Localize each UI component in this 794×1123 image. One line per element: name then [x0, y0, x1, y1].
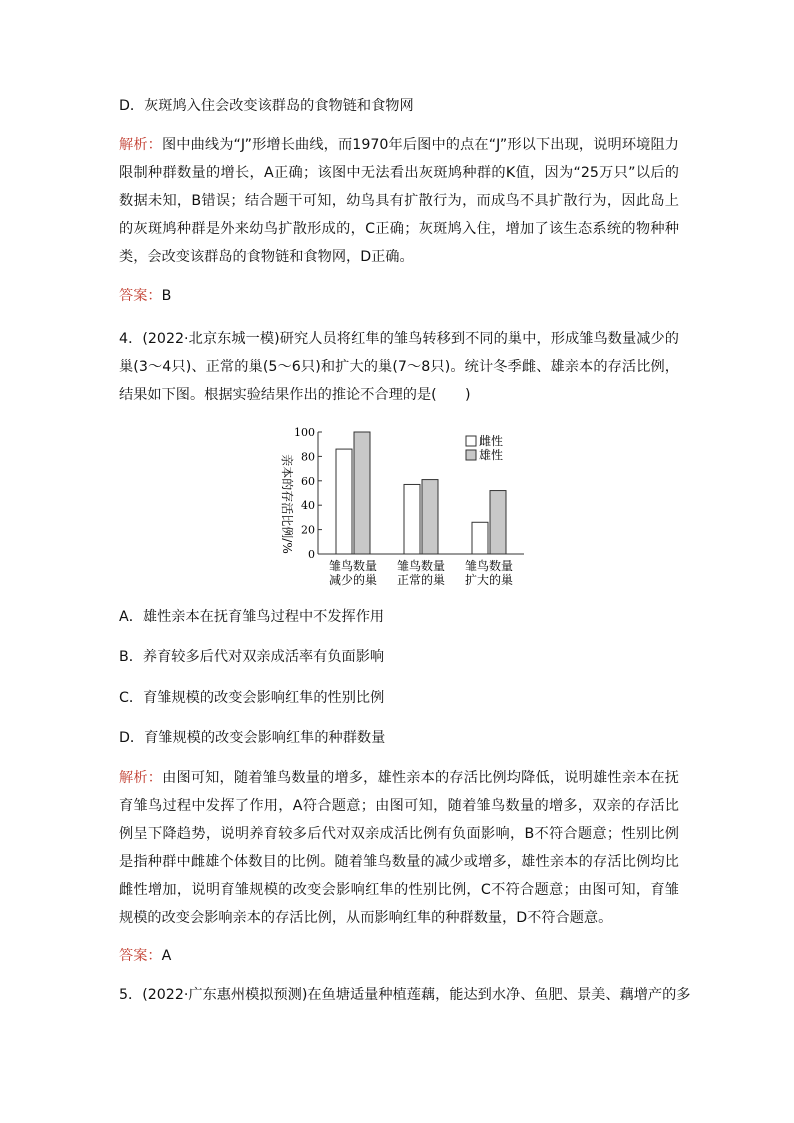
bar-chart [268, 418, 530, 590]
x-category-label: 扩大的巢 [464, 573, 514, 587]
bar-雌性-2 [472, 522, 488, 554]
q4-answer-label: 答案： [119, 948, 162, 964]
q3-analysis [119, 131, 679, 271]
legend-label-1: 雄性 [479, 448, 504, 462]
bar-雄性-0 [354, 432, 370, 554]
q3-analysis-label: 解析： [119, 137, 162, 153]
q3-answer-label: 答案： [119, 288, 162, 304]
q4-stem: 4．(2022·北京东城一模)研究人员将红隼的雏鸟转移到不同的巢中，形成雏鸟数量减少的巢(3～4只)、正常的巢(5～6只)和扩大的巢(7～8只)。统计冬季雌、雄亲本的存活比例，结果如下图。根据实验结果作出的推论不合理的是( ) [119, 331, 679, 403]
q4-analysis-label: 解析： [119, 770, 163, 786]
q4-analysis-text: 由图可知，随着雏鸟数量的增多，雄性亲本的存活比例均降低，说明雄性亲本在抚育雏鸟过程中发挥了作用，A符合题意；由图可知，随着雏鸟数量的增多，双亲的存活比例呈下降趋势，说明养育较多后代对双亲成活比例有负面影响，B不符合题意；性别比例是指种群中雌雄个体数目的比例。随着雏鸟数量的减少或增多，雄性亲本的存活比例均比雌性增加，说明育雏规模的改变会影响红隼的性别比例，C不符合题意；由图可知，育雏规模的改变会影响亲本的存活比例，从而影响红隼的种群数量，D不符合题意。 [119, 770, 679, 926]
q4-option-a: A．雄性亲本在抚育雏鸟过程中不发挥作用 [119, 609, 385, 625]
y-tick-label: 40 [301, 499, 315, 513]
q3-option-d: D．灰斑鸠入住会改变该群岛的食物链和食物网 [119, 98, 414, 114]
y-tick-label: 20 [301, 523, 315, 537]
bar-雌性-1 [404, 484, 420, 554]
bar-雄性-2 [490, 491, 506, 554]
q4-option-d: D．育雏规模的改变会影响红隼的种群数量 [119, 730, 386, 746]
q3-analysis-text: 图中曲线为“J”形增长曲线，而1970年后图中的点在“J”形以下出现，说明环境阻力限制种群数量的增长，A正确；该图中无法看出灰斑鸠种群的K值，因为“25万只”以后的数据未知，B错误；结合题干可知，幼鸟具有扩散行为，而成鸟不具扩散行为，因此岛上的灰斑鸠种群是外来幼鸟扩散形成的，C正确；灰斑鸠入住，增加了该生态系统的物种种类，会改变该群岛的食物链和食物网，D正确。 [119, 137, 679, 265]
x-category-label: 减少的巢 [328, 573, 378, 587]
q4-option-c: C．育雏规模的改变会影响红隼的性别比例 [119, 690, 385, 706]
bar-雄性-1 [422, 480, 438, 554]
legend-swatch-1 [466, 450, 476, 460]
legend-label-0: 雌性 [479, 434, 504, 448]
legend-swatch-0 [466, 436, 476, 446]
q4-analysis [119, 764, 679, 932]
y-tick-label: 0 [308, 548, 315, 561]
x-category-label: 正常的巢 [396, 573, 446, 587]
q3-answer-value: B [161, 288, 172, 304]
x-category-label: 雏鸟数量 [396, 559, 446, 573]
bar-雌性-0 [336, 449, 352, 554]
q4-answer [119, 946, 171, 966]
y-tick-label: 60 [301, 474, 315, 488]
y-tick-label: 80 [301, 450, 315, 464]
chart-y-axis-label: 亲本的存活比例/% [280, 454, 294, 554]
q4-option-b: B．养育较多后代对双亲成活率有负面影响 [119, 649, 385, 665]
x-category-label: 雏鸟数量 [464, 559, 514, 573]
x-category-label: 雏鸟数量 [328, 559, 378, 573]
q3-answer [119, 286, 171, 306]
q5-stem: 5．(2022·广东惠州模拟预测)在鱼塘适量种植莲藕，能达到水净、鱼肥、景美、藕增产的多 [119, 987, 691, 1003]
q4-answer-value: A [161, 948, 172, 964]
y-tick-label: 100 [294, 426, 315, 439]
